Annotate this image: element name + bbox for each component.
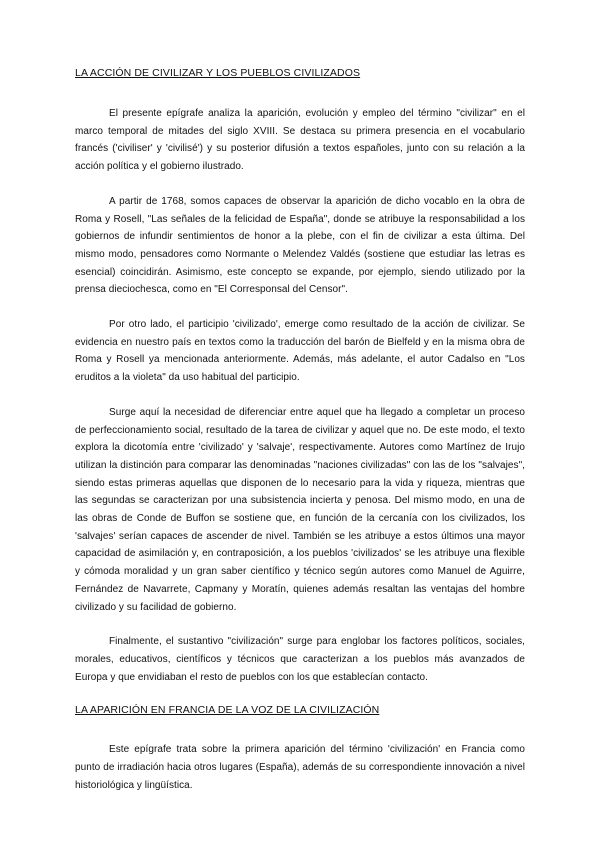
paragraph-francia: Este epígrafe trata sobre la primera aparición del término 'civilización' en Francia como punto de irradiación hacia otros lugares (España), además de su correspondiente innovación a nivel historiológica y lingüística. (75, 744, 525, 791)
section-heading-civilizar: LA ACCIÓN DE CIVILIZAR Y LOS PUEBLOS CIVILIZADOS (75, 67, 361, 79)
paragraph-sustantivo: Finalmente, el sustantivo "civilización" surge para englobar los factores políticos, sociales, morales, educativos, científicos y técnicos que caracterizan a los pueblos más avanzados de Europa y que envidiaban el resto de pueblos con los que establecían contacto. (75, 636, 525, 683)
document-content (75, 66, 525, 812)
paragraph-1768: A partir de 1768, somos capaces de observar la aparición de dicho vocablo en la obra de Roma y Rosell, "Las señales de la felicidad de España", donde se atribuye la responsabilidad a los gobiernos de infundir sentimientos de honor a la plebe, con el fin de civilizar a esta última. Del mismo modo, pensadores como Normante o Melendez Valdés (sostiene que estudiar las letras es esencial) coincidirán. Asimismo, este concepto se expande, por ejemplo, siendo utilizado por la prensa dieciochesca, como en "El Corresponsal del Censor". (75, 195, 525, 296)
paragraph-intro: El presente epígrafe analiza la aparición, evolución y empleo del término "civilizar" en el marco temporal de mitades del siglo XVIII. Se destaca su primera presencia en el vocabulario francés ('civiliser' y 'civilisé') y su posterior difusión a textos españoles, junto con su relación a la acción política y el gobierno ilustrado. (75, 108, 525, 173)
paragraph-dicotomia: Surge aquí la necesidad de diferenciar entre aquel que ha llegado a completar un proceso de perfeccionamiento social, resultado de la tarea de civilizar y aquel que no. De este modo, el texto explora la dicotomía entre 'civilizado' y 'salvaje', respectivamente. Autores como Martínez de Irujo utilizan la distinción para comparar las denominadas "naciones civilizadas" con las de los "salvajes", siendo estas primeras aquellas que disponen de lo necesario para la vida y riqueza, mientras que las segundas se caracterizan por una subsistencia incierta y penosa. Del mismo modo, en una de las obras de Conde de Buffon se sostiene que, en función de la cercanía con los civilizados, los 'salvajes' serían capaces de ascender de nivel. También se les atribuye a estos últimos una mayor capacidad de asimilación y, en contraposición, a los pueblos 'civilizados' se les atribuye una flexible y cómoda moralidad y un gran saber científico y técnico según autores como Manuel de Aguirre, Fernández de Navarrete, Capmany y Moratín, quienes además resaltan las ventajas del hombre civilizado y su facilidad de gobierno. (75, 406, 525, 613)
paragraph-participio: Por otro lado, el participio 'civilizado', emerge como resultado de la acción de civilizar. Se evidencia en nuestro país en textos como la traducción del barón de Bielfeld y en la misma obra de Roma y Rosell ya mencionada anteriormente. Además, más adelante, el autor Cadalso en "Los eruditos a la violeta" da uso habitual del participio. (75, 319, 525, 384)
section-heading-francia: LA APARICIÓN EN FRANCIA DE LA VOZ DE LA CIVILIZACIÓN (75, 704, 380, 717)
